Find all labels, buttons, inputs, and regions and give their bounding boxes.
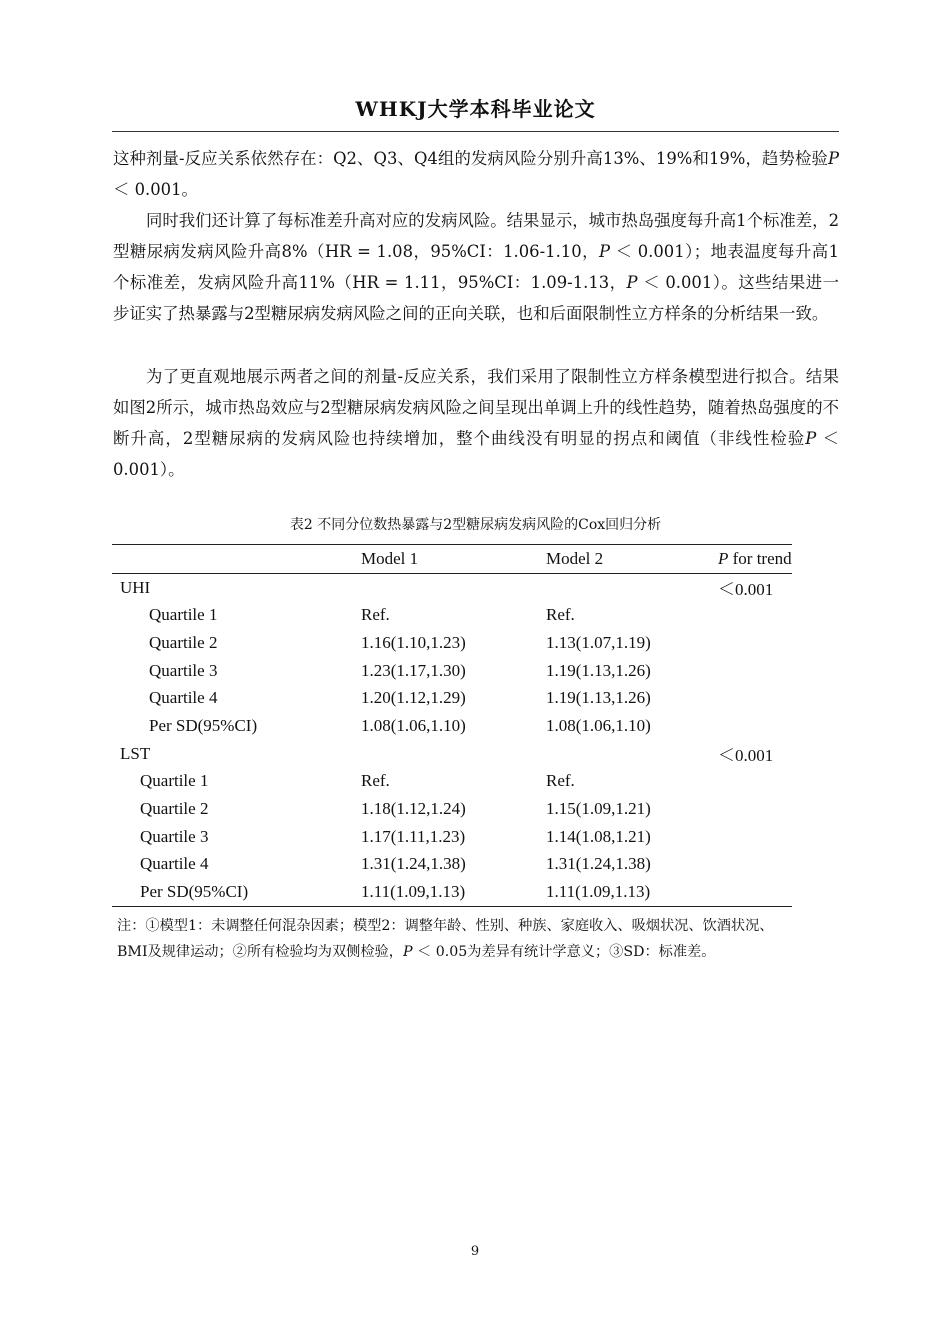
trend-cell <box>717 851 792 879</box>
header-cell-p-trend: P for trend <box>718 548 792 568</box>
model2-cell: 1.14(1.08,1.21) <box>546 826 651 846</box>
empty-cell <box>357 573 544 601</box>
table-caption: 表2 不同分位数热暴露与2型糖尿病发病风险的Cox回归分析 <box>289 517 662 533</box>
table-row <box>112 712 792 740</box>
paragraph-3 <box>113 361 839 485</box>
row-label-cell: Quartile 3 <box>140 826 209 846</box>
table-row <box>112 823 792 851</box>
model2-cell: Ref. <box>546 771 575 791</box>
row-label-cell: Quartile 4 <box>140 854 209 874</box>
model1-cell: 1.16(1.10,1.23) <box>361 632 466 652</box>
empty-cell <box>544 740 717 768</box>
empty-cell <box>544 573 717 601</box>
table-row <box>112 601 792 629</box>
model2-cell: 1.19(1.13,1.26) <box>546 688 651 708</box>
model1-cell: 1.11(1.09,1.13) <box>361 882 466 902</box>
table-header-row <box>112 545 792 574</box>
p-trend-cell: ＜0.001 <box>718 746 774 766</box>
model1-cell: 1.08(1.06,1.10) <box>361 715 466 735</box>
table-row <box>112 878 792 906</box>
trend-cell <box>717 629 792 657</box>
table-row <box>112 684 792 712</box>
table-body <box>112 573 792 906</box>
trend-cell <box>717 768 792 796</box>
model1-cell: 1.20(1.12,1.29) <box>361 688 466 708</box>
trend-cell <box>717 795 792 823</box>
header-cell-blank <box>112 545 357 574</box>
trend-cell <box>717 601 792 629</box>
paragraph-1 <box>113 143 839 205</box>
model1-cell: 1.23(1.17,1.30) <box>361 660 466 680</box>
paragraph-3-text: 为了更直观地展示两者之间的剂量-反应关系，我们采用了限制性立方样条模型进行拟合。结果如图2所示，城市热岛效应与2型糖尿病发病风险之间呈现出单调上升的线性趋势，随着热岛强度的不断升高，2型糖尿病的发病风险也持续增加，整个曲线没有明显的拐点和阈值（非线性检验P ＜ 0.001）。 <box>113 367 839 479</box>
table-row <box>112 657 792 685</box>
row-label-cell: Quartile 3 <box>149 660 218 680</box>
table-group-row <box>112 573 792 601</box>
table-note: 注：①模型1：未调整任何混杂因素；模型2：调整年龄、性别、种族、家庭收入、吸烟状况、饮酒状况、BMI及规律运动；②所有检验均为双侧检验，P ＜ 0.05为差异有统计学意义；③SD：标准差。 <box>117 918 774 960</box>
table-row <box>112 629 792 657</box>
model1-cell: Ref. <box>361 771 390 791</box>
model1-cell: Ref. <box>361 605 390 625</box>
header-rule <box>112 131 839 132</box>
group-label-cell: LST <box>120 743 151 763</box>
model2-cell: 1.13(1.07,1.19) <box>546 632 651 652</box>
model2-cell: 1.15(1.09,1.21) <box>546 799 651 819</box>
paragraph-2 <box>113 205 839 329</box>
table-row <box>112 851 792 879</box>
model2-cell: 1.11(1.09,1.13) <box>546 882 651 902</box>
trend-cell <box>717 823 792 851</box>
paragraph-1-text: 这种剂量-反应关系依然存在：Q2、Q3、Q4组的发病风险分别升高13%、19%和19%，趋势检验P ＜ 0.001。 <box>113 149 839 199</box>
table-group-row <box>112 740 792 768</box>
model1-cell: 1.31(1.24,1.38) <box>361 854 466 874</box>
header-cell-model2: Model 2 <box>546 548 604 568</box>
row-label-cell: Quartile 2 <box>149 632 218 652</box>
model2-cell: Ref. <box>546 605 575 625</box>
row-label-cell: Quartile 1 <box>149 605 218 625</box>
trend-cell <box>717 712 792 740</box>
row-label-cell: Quartile 4 <box>149 688 218 708</box>
trend-cell <box>717 657 792 685</box>
model1-cell: 1.18(1.12,1.24) <box>361 799 466 819</box>
model2-cell: 1.08(1.06,1.10) <box>546 715 651 735</box>
cox-regression-table <box>112 544 792 907</box>
trend-cell <box>717 878 792 906</box>
model2-cell: 1.19(1.13,1.26) <box>546 660 651 680</box>
table-row <box>112 768 792 796</box>
model1-cell: 1.17(1.11,1.23) <box>361 826 466 846</box>
page-header-title: WHKJ大学本科毕业论文 <box>355 97 596 121</box>
p-trend-cell: ＜0.001 <box>718 580 774 600</box>
row-label-cell: Per SD(95%CI) <box>149 715 258 735</box>
table-row <box>112 795 792 823</box>
model2-cell: 1.31(1.24,1.38) <box>546 854 651 874</box>
row-label-cell: Quartile 2 <box>140 799 209 819</box>
row-label-cell: Per SD(95%CI) <box>140 882 249 902</box>
empty-cell <box>357 740 544 768</box>
header-cell-model1: Model 1 <box>361 548 419 568</box>
group-label-cell: UHI <box>120 577 151 597</box>
page-number: 9 <box>470 1244 480 1259</box>
paragraph-2-text: 同时我们还计算了每标准差升高对应的发病风险。结果显示，城市热岛强度每升高1个标准差，2型糖尿病发病风险升高8%（HR = 1.08，95%CI：1.06-1.10，P ＜ 0.001）；地表温度每升高1个标准差，发病风险升高11%（HR = 1.11，95%CI：1.09-1.13，P ＜ 0.001）。这些结果进一步证实了热暴露与2型糖尿病发病风险之间的正向关联，也和后面限制性立方样条的分析结果一致。 <box>113 211 839 323</box>
row-label-cell: Quartile 1 <box>140 771 209 791</box>
trend-cell <box>717 684 792 712</box>
